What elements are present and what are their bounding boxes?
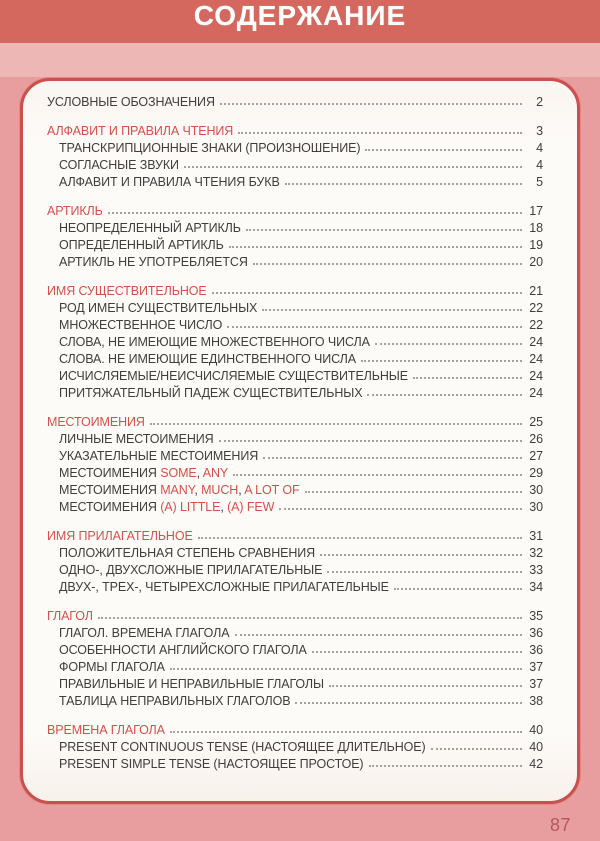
toc-section-title bbox=[47, 412, 543, 429]
toc-entry bbox=[47, 315, 543, 332]
toc-section-title bbox=[47, 121, 543, 138]
toc-section-title bbox=[47, 526, 543, 543]
toc-section-title-label bbox=[47, 529, 193, 543]
toc-entry bbox=[47, 737, 543, 754]
toc-entry-page: 4 bbox=[536, 141, 543, 155]
dotted-leader bbox=[320, 554, 522, 556]
dotted-leader bbox=[262, 309, 522, 311]
accent-text: (A) LITTLE bbox=[160, 500, 221, 514]
accent-text: A LOT OF bbox=[244, 483, 300, 497]
dotted-leader bbox=[263, 457, 522, 459]
accent-text: ИМЯ СУЩЕСТВИТЕЛЬНОЕ bbox=[47, 284, 207, 298]
plain-text: ПРИТЯЖАТЕЛЬНЫЙ ПАДЕЖ СУЩЕСТВИТЕЛЬНЫХ bbox=[59, 386, 363, 400]
toc-entry-page: 37 bbox=[529, 660, 543, 674]
dotted-leader bbox=[431, 748, 522, 750]
dotted-leader bbox=[227, 326, 522, 328]
toc-section-title bbox=[47, 606, 543, 623]
toc-entry-label bbox=[59, 626, 230, 640]
toc-entry-label bbox=[59, 466, 228, 480]
dotted-leader bbox=[413, 377, 522, 379]
toc-section bbox=[47, 720, 543, 771]
plain-text: ОСОБЕННОСТИ АНГЛИЙСКОГО ГЛАГОЛА bbox=[59, 643, 307, 657]
toc-entry-label bbox=[59, 175, 280, 189]
toc-list bbox=[47, 92, 543, 771]
plain-text: СОГЛАСНЫЕ ЗВУКИ bbox=[59, 158, 179, 172]
toc-section-title-page: 40 bbox=[529, 723, 543, 737]
toc-entry-label bbox=[59, 757, 364, 771]
toc-entry-page: 5 bbox=[536, 175, 543, 189]
plain-text: МНОЖЕСТВЕННОЕ ЧИСЛО bbox=[59, 318, 223, 332]
toc-section-title-label bbox=[47, 204, 103, 218]
toc-entry-label bbox=[59, 352, 356, 366]
toc-entry bbox=[47, 640, 543, 657]
plain-text: МЕСТОИМЕНИЯ bbox=[59, 466, 161, 480]
toc-entry-page: 24 bbox=[529, 335, 543, 349]
toc-entry bbox=[47, 332, 543, 349]
toc-entry-page: 30 bbox=[529, 500, 543, 514]
toc-entry bbox=[47, 543, 543, 560]
accent-text: ВРЕМЕНА ГЛАГОЛА bbox=[47, 723, 165, 737]
toc-entry-page: 27 bbox=[529, 449, 543, 463]
plain-text: PRESENT SIMPLE TENSE (НАСТОЯЩЕЕ ПРОСТОЕ) bbox=[59, 757, 364, 771]
toc-section-title-page: 35 bbox=[529, 609, 543, 623]
dotted-leader bbox=[198, 537, 522, 539]
contents-header-band bbox=[0, 0, 600, 43]
toc-entry-label bbox=[59, 563, 322, 577]
accent-text: ГЛАГОЛ bbox=[47, 609, 93, 623]
accent-text: МЕСТОИМЕНИЯ bbox=[47, 415, 145, 429]
toc-entry-page: 26 bbox=[529, 432, 543, 446]
toc-section-title-label bbox=[47, 415, 145, 429]
dotted-leader bbox=[150, 423, 522, 425]
toc-section-title-label bbox=[47, 609, 93, 623]
toc-entry bbox=[47, 463, 543, 480]
toc-entry-page: 34 bbox=[529, 580, 543, 594]
toc-entry-page: 40 bbox=[529, 740, 543, 754]
plain-text: PRESENT CONTINUOUS TENSE (НАСТОЯЩЕЕ ДЛИТЕЛЬНОЕ) bbox=[59, 740, 426, 754]
accent-text: АРТИКЛЬ bbox=[47, 204, 103, 218]
plain-text: , bbox=[196, 466, 203, 480]
toc-section-title bbox=[47, 201, 543, 218]
toc-section-title-page: 21 bbox=[529, 284, 543, 298]
plain-text: МЕСТОИМЕНИЯ bbox=[59, 483, 161, 497]
toc-entry bbox=[47, 235, 543, 252]
toc-entry-page: 24 bbox=[529, 352, 543, 366]
dotted-leader bbox=[367, 394, 522, 396]
toc-entry-label bbox=[59, 369, 408, 383]
toc-entry-label bbox=[59, 449, 258, 463]
accent-text: ANY bbox=[202, 466, 229, 480]
toc-entry bbox=[47, 560, 543, 577]
dotted-leader bbox=[229, 246, 522, 248]
toc-section-title-label bbox=[47, 95, 215, 109]
dotted-leader bbox=[170, 731, 522, 733]
toc-section-title bbox=[47, 281, 543, 298]
dotted-leader bbox=[235, 634, 522, 636]
toc-entry bbox=[47, 497, 543, 514]
toc-entry-page: 42 bbox=[529, 757, 543, 771]
header-underline-strip bbox=[0, 43, 600, 77]
toc-entry-page: 32 bbox=[529, 546, 543, 560]
plain-text: НЕОПРЕДЕЛЕННЫЙ АРТИКЛЬ bbox=[59, 221, 241, 235]
toc-entry bbox=[47, 298, 543, 315]
dotted-leader bbox=[285, 183, 522, 185]
plain-text: , bbox=[238, 483, 245, 497]
folio-page-number: 87 bbox=[549, 815, 571, 835]
toc-section-title-label bbox=[47, 284, 207, 298]
plain-text: АЛФАВИТ И ПРАВИЛА ЧТЕНИЯ БУКВ bbox=[59, 175, 280, 189]
toc-entry bbox=[47, 623, 543, 640]
toc-entry-page: 30 bbox=[529, 483, 543, 497]
toc-entry-label bbox=[59, 546, 315, 560]
dotted-leader bbox=[238, 132, 522, 134]
toc-entry-label bbox=[59, 432, 214, 446]
toc-section bbox=[47, 526, 543, 594]
accent-text: (A) FEW bbox=[227, 500, 275, 514]
toc-entry-page: 24 bbox=[529, 369, 543, 383]
toc-section-title-label bbox=[47, 723, 165, 737]
toc-section bbox=[47, 121, 543, 189]
plain-text: ГЛАГОЛ. ВРЕМЕНА ГЛАГОЛА bbox=[59, 626, 230, 640]
toc-section bbox=[47, 281, 543, 400]
plain-text: ТАБЛИЦА НЕПРАВИЛЬНЫХ ГЛАГОЛОВ bbox=[59, 694, 291, 708]
plain-text: СЛОВА, НЕ ИМЕЮЩИЕ МНОЖЕСТВЕННОГО ЧИСЛА bbox=[59, 335, 370, 349]
toc-entry-label bbox=[59, 221, 241, 235]
toc-entry bbox=[47, 252, 543, 269]
dotted-leader bbox=[279, 508, 522, 510]
plain-text: ФОРМЫ ГЛАГОЛА bbox=[59, 660, 165, 674]
toc-entry-page: 24 bbox=[529, 386, 543, 400]
toc-entry bbox=[47, 674, 543, 691]
plain-text: ПОЛОЖИТЕЛЬНАЯ СТЕПЕНЬ СРАВНЕНИЯ bbox=[59, 546, 316, 560]
toc-entry-page: 22 bbox=[529, 318, 543, 332]
toc-entry bbox=[47, 155, 543, 172]
toc-entry-page: 4 bbox=[536, 158, 543, 172]
toc-entry-page: 38 bbox=[529, 694, 543, 708]
dotted-leader bbox=[108, 212, 522, 214]
dotted-leader bbox=[375, 343, 522, 345]
toc-panel bbox=[20, 78, 580, 804]
toc-entry bbox=[47, 429, 543, 446]
toc-section-title-label bbox=[47, 124, 233, 138]
dotted-leader bbox=[246, 229, 522, 231]
plain-text: ЛИЧНЫЕ МЕСТОИМЕНИЯ bbox=[59, 432, 214, 446]
toc-entry-label bbox=[59, 677, 324, 691]
dotted-leader bbox=[305, 491, 523, 493]
page-title: СОДЕРЖАНИЕ bbox=[193, 0, 407, 31]
toc-section-title-page: 3 bbox=[536, 124, 543, 138]
toc-entry-page: 22 bbox=[529, 301, 543, 315]
toc-entry-label bbox=[59, 158, 179, 172]
toc-entry-label bbox=[59, 660, 165, 674]
dotted-leader bbox=[327, 571, 522, 573]
dotted-leader bbox=[220, 103, 522, 105]
toc-entry-label bbox=[59, 740, 426, 754]
toc-entry-label bbox=[59, 238, 224, 252]
accent-text: АЛФАВИТ И ПРАВИЛА ЧТЕНИЯ bbox=[47, 124, 234, 138]
toc-entry-label bbox=[59, 500, 274, 514]
toc-entry-label bbox=[59, 483, 300, 497]
plain-text: ПРАВИЛЬНЫЕ И НЕПРАВИЛЬНЫЕ ГЛАГОЛЫ bbox=[59, 677, 324, 691]
toc-entry-label bbox=[59, 301, 257, 315]
plain-text: АРТИКЛЬ НЕ УПОТРЕБЛЯЕТСЯ bbox=[59, 255, 248, 269]
dotted-leader bbox=[253, 263, 522, 265]
plain-text: УСЛОВНЫЕ ОБОЗНАЧЕНИЯ bbox=[47, 95, 215, 109]
toc-entry bbox=[47, 138, 543, 155]
toc-entry-label bbox=[59, 141, 360, 155]
accent-text: SOME bbox=[160, 466, 197, 480]
toc-entry bbox=[47, 172, 543, 189]
dotted-leader bbox=[184, 166, 522, 168]
dotted-leader bbox=[170, 668, 522, 670]
toc-entry-page: 33 bbox=[529, 563, 543, 577]
toc-entry bbox=[47, 480, 543, 497]
toc-entry bbox=[47, 577, 543, 594]
dotted-leader bbox=[369, 765, 523, 767]
plain-text: УКАЗАТЕЛЬНЫЕ МЕСТОИМЕНИЯ bbox=[59, 449, 259, 463]
dotted-leader bbox=[98, 617, 522, 619]
plain-text: ТРАНСКРИПЦИОННЫЕ ЗНАКИ (ПРОИЗНОШЕНИЕ) bbox=[59, 141, 361, 155]
dotted-leader bbox=[219, 440, 522, 442]
dotted-leader bbox=[212, 292, 522, 294]
accent-text: ИМЯ ПРИЛАГАТЕЛЬНОЕ bbox=[47, 529, 193, 543]
toc-entry bbox=[47, 383, 543, 400]
toc-entry bbox=[47, 446, 543, 463]
toc-entry bbox=[47, 754, 543, 771]
toc-entry-label bbox=[59, 335, 370, 349]
plain-text: ДВУХ-, ТРЕХ-, ЧЕТЫРЕХСЛОЖНЫЕ ПРИЛАГАТЕЛЬНЫЕ bbox=[59, 580, 389, 594]
plain-text: СЛОВА. НЕ ИМЕЮЩИЕ ЕДИНСТВЕННОГО ЧИСЛА bbox=[59, 352, 357, 366]
accent-text: MANY bbox=[160, 483, 195, 497]
dotted-leader bbox=[295, 702, 522, 704]
plain-text: ОПРЕДЕЛЕННЫЙ АРТИКЛЬ bbox=[59, 238, 224, 252]
toc-section bbox=[47, 92, 543, 109]
toc-section-title-page: 2 bbox=[536, 95, 543, 109]
toc-entry-label bbox=[59, 318, 222, 332]
dotted-leader bbox=[365, 149, 522, 151]
toc-entry-label bbox=[59, 643, 307, 657]
toc-section bbox=[47, 606, 543, 708]
toc-section bbox=[47, 201, 543, 269]
toc-entry-label bbox=[59, 580, 389, 594]
toc-entry-page: 37 bbox=[529, 677, 543, 691]
toc-section-title-page: 31 bbox=[529, 529, 543, 543]
plain-text: МЕСТОИМЕНИЯ bbox=[59, 500, 161, 514]
toc-entry-label bbox=[59, 386, 362, 400]
toc-entry bbox=[47, 657, 543, 674]
toc-entry bbox=[47, 349, 543, 366]
toc-entry-page: 19 bbox=[529, 238, 543, 252]
dotted-leader bbox=[233, 474, 522, 476]
plain-text: ИСЧИСЛЯЕМЫЕ/НЕИСЧИСЛЯЕМЫЕ СУЩЕСТВИТЕЛЬНЫЕ bbox=[59, 369, 409, 383]
plain-text: , bbox=[194, 483, 202, 497]
toc-section-title-page: 17 bbox=[529, 204, 543, 218]
toc-section-title-page: 25 bbox=[529, 415, 543, 429]
plain-text: ОДНО-, ДВУХСЛОЖНЫЕ ПРИЛАГАТЕЛЬНЫЕ bbox=[59, 563, 323, 577]
toc-entry-page: 36 bbox=[529, 626, 543, 640]
toc-entry-page: 36 bbox=[529, 643, 543, 657]
toc-entry-page: 18 bbox=[529, 221, 543, 235]
toc-section-title bbox=[47, 92, 543, 109]
plain-text: РОД ИМЕН СУЩЕСТВИТЕЛЬНЫХ bbox=[59, 301, 258, 315]
dotted-leader bbox=[394, 588, 522, 590]
toc-entry-page: 20 bbox=[529, 255, 543, 269]
toc-entry-label bbox=[59, 255, 248, 269]
dotted-leader bbox=[361, 360, 522, 362]
toc-entry bbox=[47, 218, 543, 235]
toc-entry bbox=[47, 366, 543, 383]
plain-text: , bbox=[220, 500, 228, 514]
dotted-leader bbox=[312, 651, 522, 653]
toc-entry bbox=[47, 691, 543, 708]
toc-section bbox=[47, 412, 543, 514]
toc-section-title bbox=[47, 720, 543, 737]
accent-text: MUCH bbox=[201, 483, 239, 497]
dotted-leader bbox=[329, 685, 522, 687]
toc-entry-page: 29 bbox=[529, 466, 543, 480]
toc-entry-label bbox=[59, 694, 290, 708]
